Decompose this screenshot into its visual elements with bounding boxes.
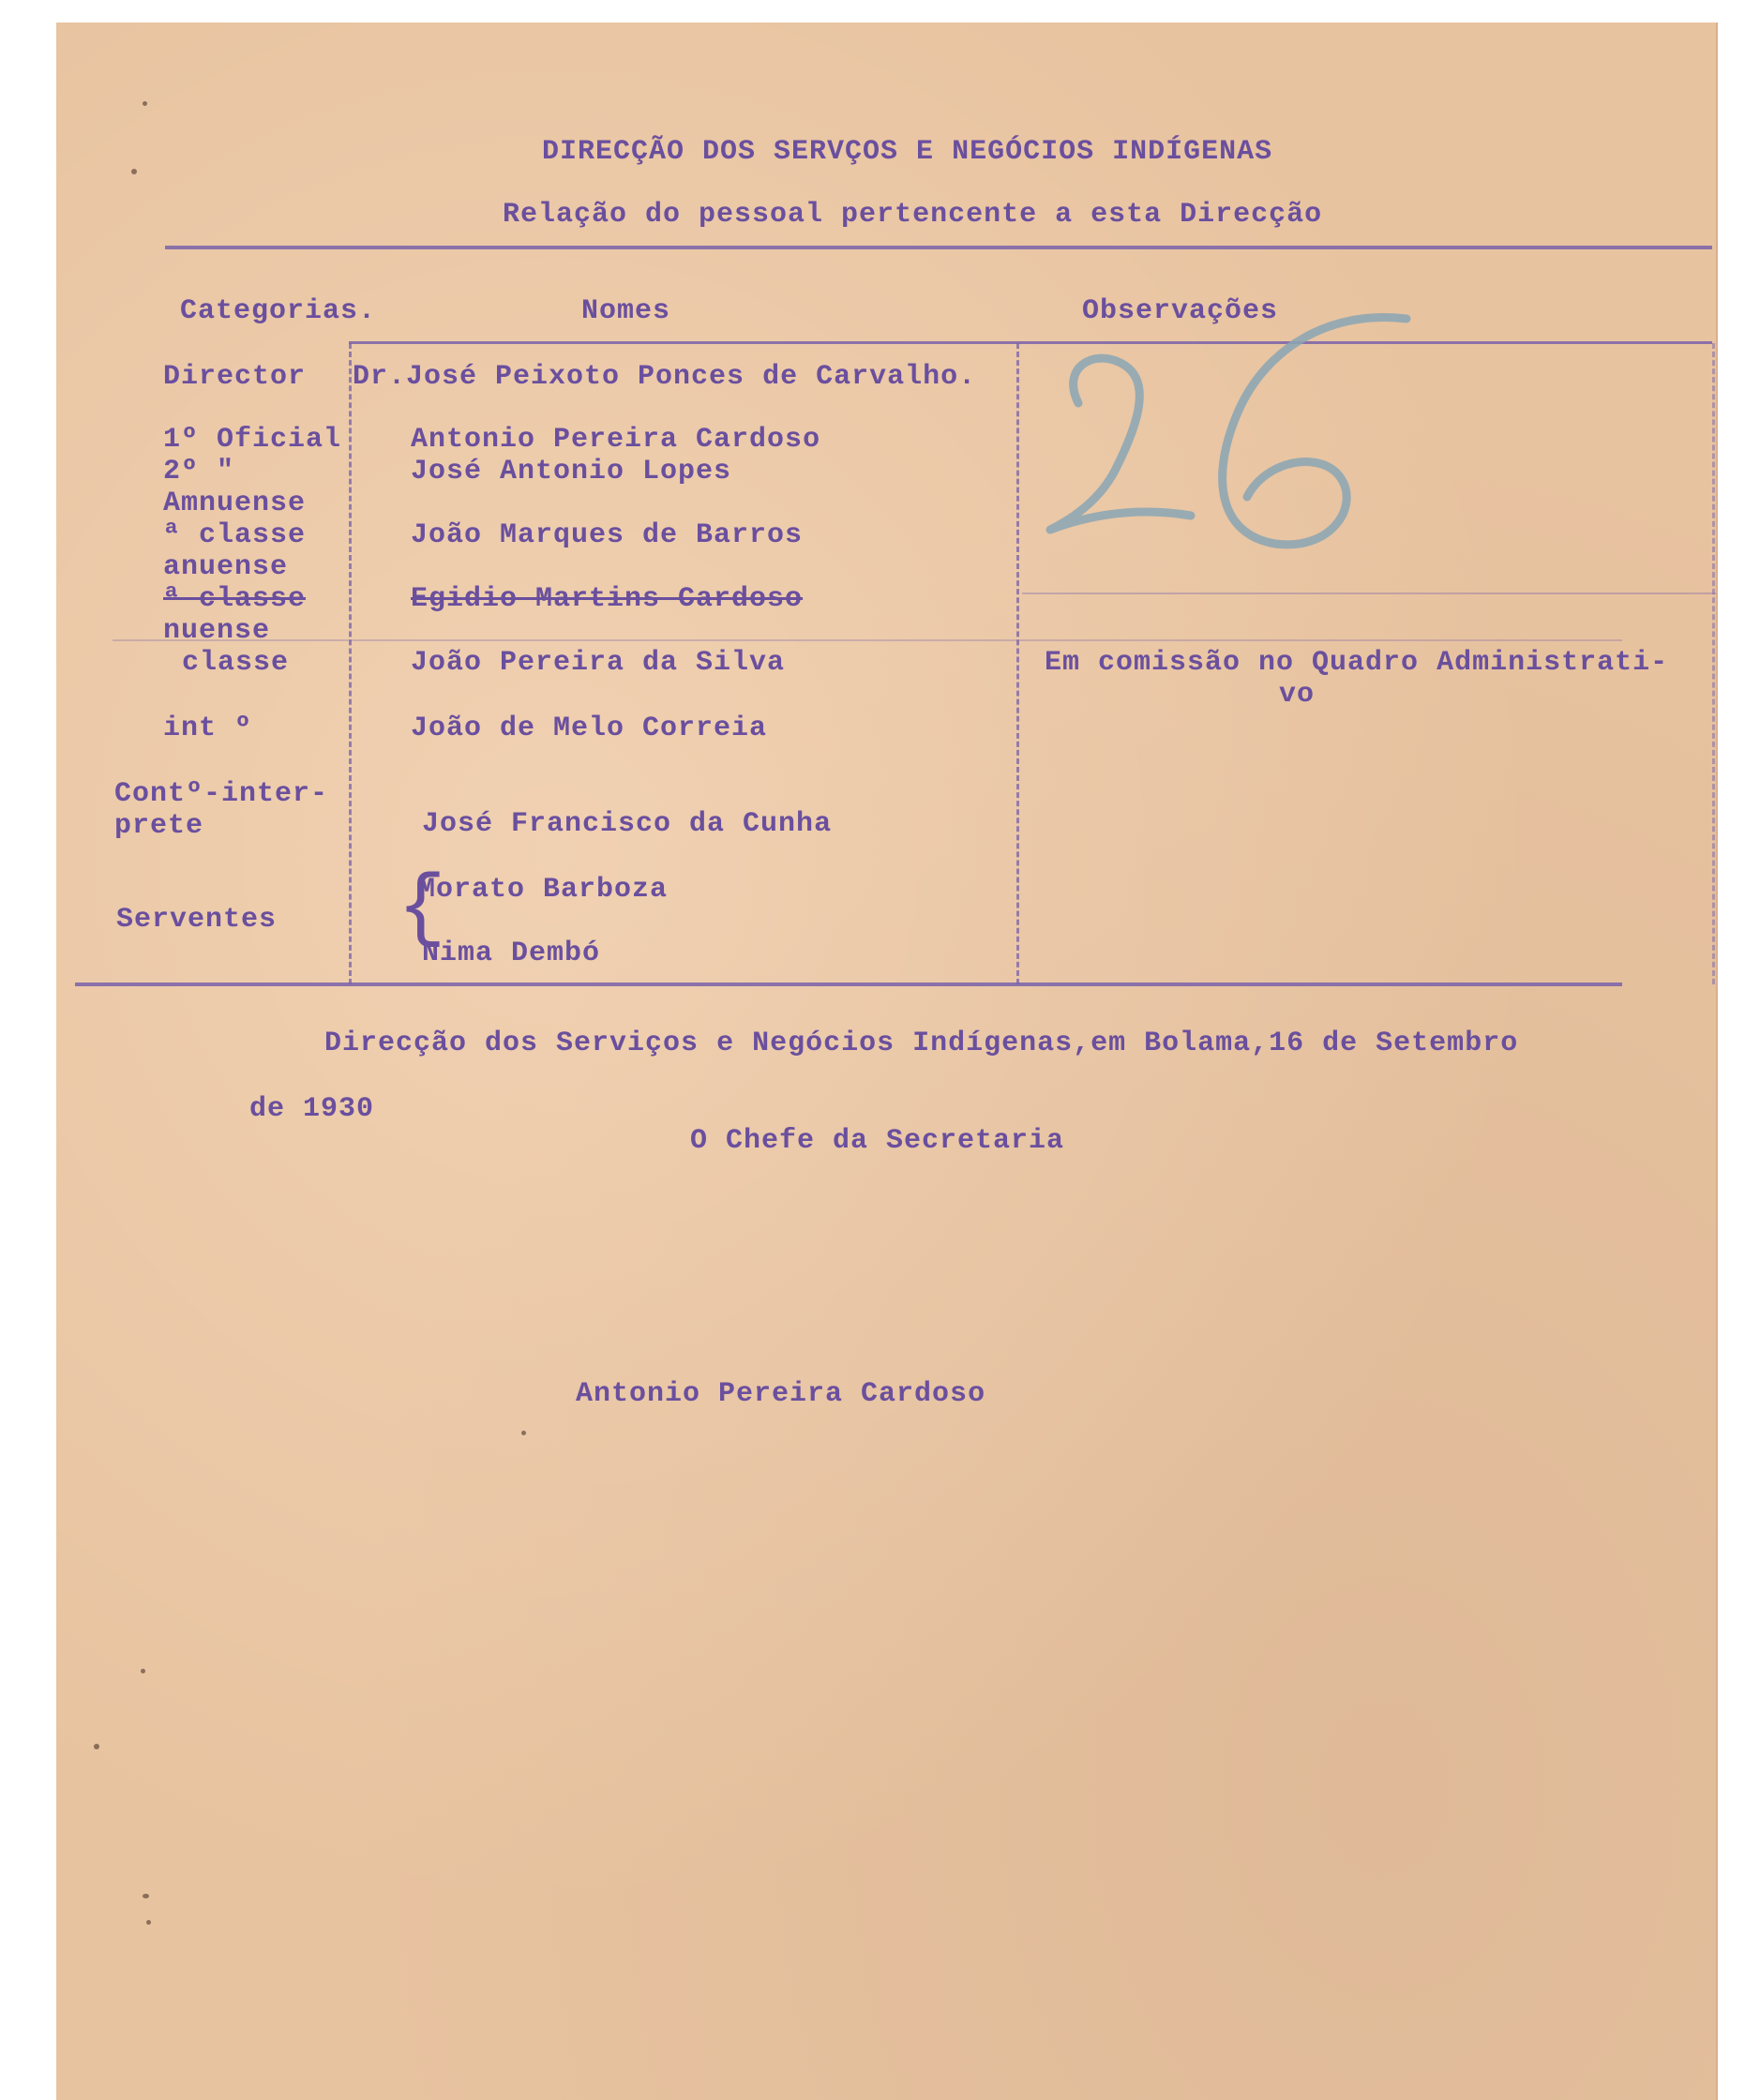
name-interprete: João de Melo Correia <box>411 712 768 744</box>
column-divider-1 <box>349 343 352 984</box>
pencil-number-text: 26 <box>1022 291 1024 292</box>
name-servente-2: Nima Dembó <box>422 938 601 969</box>
table-bottom-rule <box>75 982 1622 986</box>
place-date-line-1: Direcção dos Serviços e Negócios Indígenas,em Bolama,16 de Setembro <box>324 1028 1519 1059</box>
name-director: Dr.José Peixoto Ponces de Carvalho. <box>353 361 977 393</box>
column-header-categorias: Categorias. <box>180 295 377 327</box>
paper-speck <box>143 1894 149 1898</box>
document-title: DIRECÇÃO DOS SERVÇOS E NEGÓCIOS INDÍGENAS <box>542 136 1273 168</box>
signatory-title: O Chefe da Secretaria <box>690 1125 1065 1157</box>
category-2-oficial: 2º " <box>163 456 235 488</box>
brace-symbol: { <box>398 862 447 954</box>
digit-2-stroke <box>1050 358 1191 530</box>
name-1-oficial: Antonio Pereira Cardoso <box>411 424 821 456</box>
paper-speck <box>94 1744 99 1749</box>
row-separator <box>113 639 1622 641</box>
column-divider-2 <box>1016 343 1019 984</box>
place-date-line-2: de 1930 <box>249 1093 375 1125</box>
category-amanuense: Amnuense <box>163 488 307 519</box>
category-classe-1: ª classe <box>163 519 307 551</box>
category-classe-2: ª classe <box>163 583 307 615</box>
document-page <box>56 22 1716 2100</box>
column-header-observacoes: Observações <box>1082 295 1279 327</box>
category-1-oficial: 1º Oficial <box>163 424 342 456</box>
category-interprete: int º <box>163 712 253 744</box>
right-border <box>1712 343 1715 984</box>
category-director: Director <box>163 361 307 393</box>
category-amanuense-3: nuense <box>163 615 271 647</box>
digit-6-stroke <box>1223 317 1406 544</box>
name-servente-1: Morato Barboza <box>418 874 669 906</box>
name-amanuense-2: Egidio Martins Cardoso <box>411 583 804 615</box>
category-serventes: Serventes <box>116 904 278 936</box>
name-contador-interprete: José Francisco da Cunha <box>422 808 833 840</box>
pencil-number-26 <box>1022 291 1416 572</box>
header-rule <box>165 246 1712 249</box>
observation-line-1: Em comissão no Quadro Administrati- <box>1045 647 1669 679</box>
category-contador-interprete: Contº-inter- <box>114 778 329 810</box>
paper-speck <box>521 1431 526 1435</box>
name-amanuense-1: João Marques de Barros <box>411 519 804 551</box>
name-amanuense-3: João Pereira da Silva <box>411 647 786 679</box>
paper-speck <box>146 1920 151 1925</box>
document-subtitle: Relação do pessoal pertencente a esta Direcção <box>503 199 1323 231</box>
row-separator <box>1022 592 1716 594</box>
observation-line-2: vo <box>1279 679 1316 711</box>
category-contador-interprete-2: prete <box>114 810 204 842</box>
paper-speck <box>141 1669 145 1673</box>
category-amanuense-2: anuense <box>163 551 289 583</box>
name-2-oficial: José Antonio Lopes <box>411 456 732 488</box>
paper-speck <box>143 101 147 106</box>
signatory-name: Antonio Pereira Cardoso <box>576 1378 986 1410</box>
paper-speck <box>131 169 137 174</box>
column-header-nomes: Nomes <box>581 295 671 327</box>
category-classe-3: classe <box>182 647 290 679</box>
